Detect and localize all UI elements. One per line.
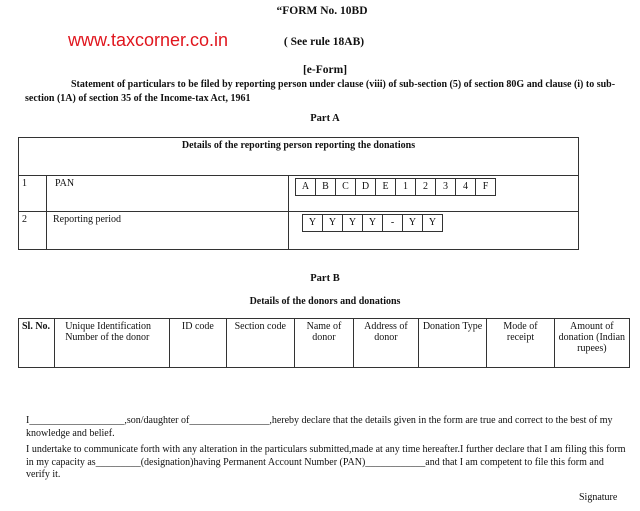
column-header: Section code — [226, 319, 294, 368]
watermark-site: www.taxcorner.co.in — [68, 30, 229, 50]
char-box: B — [316, 178, 336, 196]
char-box: Y — [363, 214, 383, 232]
declaration-para-2: I undertake to communicate forth with any alteration in the particulars submitted,made at any time hereafter.I further declare that I am filing this form in my capacity as_________(designation)having Permanent Account Number (PAN)____________and that I am competent to file this form and verify it. — [26, 444, 626, 480]
char-box: Y — [343, 214, 363, 232]
table-row — [19, 176, 579, 212]
column-header: Mode of receipt — [487, 319, 554, 368]
row-number: 2 — [19, 212, 47, 250]
char-box: Y — [323, 214, 343, 232]
column-header: Amount of donation (Indian rupees) — [554, 319, 629, 368]
pan-boxes[interactable] — [295, 178, 575, 196]
signature-label: Signature — [579, 492, 618, 503]
column-header: Unique Identification Number of the donor — [55, 319, 170, 368]
char-box: C — [336, 178, 356, 196]
char-box: 3 — [436, 178, 456, 196]
column-header: ID code — [169, 319, 226, 368]
char-box: F — [476, 178, 496, 196]
row-label: PAN — [47, 176, 289, 212]
char-box: 1 — [396, 178, 416, 196]
char-box: 4 — [456, 178, 476, 196]
reporting-person-table — [18, 137, 579, 250]
part-a-title: Part A — [310, 113, 340, 124]
column-header: Sl. No. — [19, 319, 55, 368]
char-box: 2 — [416, 178, 436, 196]
row-number: 1 — [19, 176, 47, 212]
column-header: Address of donor — [354, 319, 419, 368]
table-heading: Details of the reporting person reporting the donations — [19, 138, 579, 176]
char-box: Y — [423, 214, 443, 232]
char-box: A — [295, 178, 316, 196]
eform-label: [e-Form] — [302, 64, 348, 76]
char-box: - — [383, 214, 403, 232]
row-label: Reporting period — [47, 212, 289, 250]
char-box: D — [356, 178, 376, 196]
char-box: Y — [302, 214, 323, 232]
column-header: Donation Type — [418, 319, 487, 368]
statement: Statement of particulars to be filed by reporting person under clause (viii) of sub-section (5) of section 80G and clause (i) to sub-section (1A) of section 35 of the Income-tax Act, 1961 — [25, 79, 616, 104]
char-box: E — [376, 178, 396, 196]
char-box: Y — [403, 214, 423, 232]
part-b-subtitle: Details of the donors and donations — [249, 296, 401, 307]
column-header: Name of donor — [294, 319, 354, 368]
reporting-period-boxes[interactable] — [302, 214, 575, 232]
part-b-title: Part B — [310, 273, 340, 284]
form-title: “FORM No. 10BD — [276, 5, 368, 17]
declaration-para-1: I___________________,son/daughter of________________,hereby declare that the details given in the form are true and correct to the best of my knowledge and belief. — [26, 415, 613, 439]
rule-reference: ( See rule 18AB) — [283, 36, 365, 48]
table-row — [19, 212, 579, 250]
donors-table — [18, 318, 630, 368]
